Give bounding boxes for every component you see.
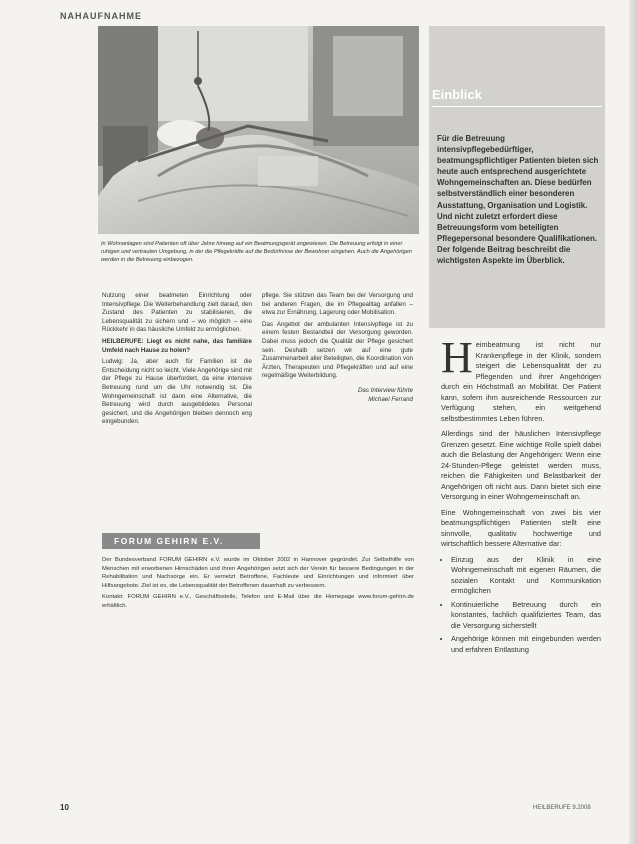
article-paragraph: Eine Wohngemeinschaft von zwei bis vier beatmungspflichtigen Patienten stellt eine sinnvolle, qualitativ hochwertige und wirtschaftlich bessere Alternative dar: bbox=[441, 507, 601, 548]
list-item: • Kontinuierliche Betreuung durch ein konstantes, fachlich qualifiziertes Team, das die Versorgung sicherstellt bbox=[451, 600, 601, 632]
photo-caption: In Wohnanlagen sind Patienten oft über Jahre hinweg auf ein Beatmungsgerät angewiesen. Die Betreuung erfolgt in einer ruhigen und vertrauten Umgebung, in der die Pflegekräfte auf die Bedürfnisse der Bewohner eingehen. Auch die Angehörigen werden in die Betreuung einbezogen. bbox=[101, 241, 412, 263]
article-paragraph: pflege. Sie stützen das Team bei der Versorgung und bei anderen Fragen, die im Pflegealltag anfallen – etwa zur Ernährung, Lagerung oder Mobilisation. bbox=[262, 292, 413, 317]
patient-photo bbox=[98, 26, 419, 234]
sidebar-lead-text: Für die Betreuung intensivpflegebedürftiger, beatmungspflichtiger Patienten bieten sich heute auch entsprechend ausgerichtete Wohngemeinschaften an. Diese bedürfen selbstverständlich einer besonderen Ausstattung, Organisation und Logistik. Und nicht zuletzt erfordert diese Betreuungsform vom beteiligten Pflegepersonal besondere Qualifikationen. Der folgende Beitrag beschreibt die wichtigsten Aspekte im Überblick. bbox=[437, 134, 599, 266]
section-label: NAHAUFNAHME bbox=[60, 11, 142, 21]
drop-cap: H bbox=[441, 333, 473, 382]
article-paragraph: Allerdings sind der häuslichen Intensivpflege Grenzen gesetzt. Eine wichtige Rolle spielt dabei auch die Belastung der Angehörigen: Wenn eine 24-Stunden-Pflege geleistet werden muss, reichen die Fähigkeiten und Belastbarkeit der Angehörigen oft nicht aus. Dann bietet sich eine Versorgung in einer Wohngemeinschaft an. bbox=[441, 429, 601, 501]
article-column-left bbox=[102, 292, 252, 430]
article-column-middle bbox=[262, 292, 413, 404]
list-item: • Angehörige können mit eingebunden werden und erfahren Entlastung bbox=[451, 634, 601, 655]
forum-title: FORUM GEHIRN E.V. bbox=[114, 536, 224, 546]
forum-info-box bbox=[102, 556, 414, 613]
advantages-list bbox=[441, 555, 601, 656]
forum-banner bbox=[102, 533, 260, 549]
photo-illustration bbox=[98, 26, 419, 234]
lead-paragraph bbox=[441, 333, 601, 424]
signature-line: Das Interview führte bbox=[357, 386, 413, 394]
lead-paragraph-text: eimbeatmung ist nicht nur Krankenpflege in der Klinik, sondern steigert die Lebensqualität der zu Pflegenden und ihrer Angehörigen durch ein Höchstmaß an Mobilität. Der Patient kann, sofern ihm ausreichende Ressourcen zur Verfügung stehen, ein weitgehend selbstbestimmtes Leben führen. bbox=[441, 340, 601, 423]
article-paragraph: Ludwig: Ja, aber auch für Familien ist die Entscheidung nicht so leicht. Viele Angehörige sind mit der Pflege zu Hause überfordert, da eine intensive Betreuung rund um die Uhr notwendig ist. Die Wohngemeinschaft ist dann eine Alternative, die Betreuung wird durch ausgebildetes Personal gesichert, und die Angehörigen bleiben dennoch eng eingebunden. bbox=[102, 358, 252, 426]
article-paragraph: Nutzung einer beatmeten Einrichtung oder Intensivpflege. Die Weiterbehandlung zielt darauf, den Zustand des Patienten zu stabilisieren, die Lebensqualität zu sichern und – wo möglich – eine Rückkehr in das häusliche Umfeld zu ermöglichen. bbox=[102, 292, 252, 334]
list-item: • Einzug aus der Klinik in eine Wohngemeinschaft mit eigenen Räumen, die sozialen Kontakt und Kommunikation ermöglichen bbox=[451, 555, 601, 597]
interview-signature bbox=[262, 387, 413, 404]
page-number: 10 bbox=[60, 803, 69, 812]
scan-edge-shadow bbox=[629, 0, 637, 844]
sidebar-title: Einblick bbox=[432, 87, 482, 102]
article-paragraph: Das Angebot der ambulanten Intensivpflege ist zu einem festen Bestandteil der Versorgung geworden. Dabei muss jedoch die Qualität der Pflege gesichert sein. Deshalb setzen wir auf eine gute Zusammenarbeit aller Beteiligten, die Koordination von Ärzten, Therapeuten und Pflegekräften und auf eine regelmäßige Weiterbildung. bbox=[262, 320, 413, 380]
interview-question: HEILBERUFE: Liegt es nicht nahe, das familiäre Umfeld nach Hause zu holen? bbox=[102, 337, 252, 354]
article-column-right bbox=[441, 333, 601, 658]
forum-paragraph: Der Bundesverband FORUM GEHIRN e.V. wurde im Oktober 2002 in Hannover gegründet. Zur Selbsthilfe von Menschen mit erworbenen Hirnschäden und ihren Angehörigen setzt sich der Verein für bessere Bedingungen in der Rehabilitation und Nachsorge ein. Er vernetzt Betroffene, Fachleute und Einrichtungen und informiert über Hilfsangebote. Ziel ist es, die Lebensqualität der Betroffenen dauerhaft zu verbessern. bbox=[102, 557, 414, 589]
signature-author: Michael Ferrand bbox=[368, 395, 413, 403]
forum-contact: Kontakt: FORUM GEHIRN e.V., Geschäftsstelle, Telefon und E-Mail über die Homepage www.forum-gehirn.de erhältlich. bbox=[102, 594, 414, 609]
sidebar-divider bbox=[432, 106, 602, 107]
issue-label: HEILBERUFE 9.2008 bbox=[533, 805, 591, 811]
